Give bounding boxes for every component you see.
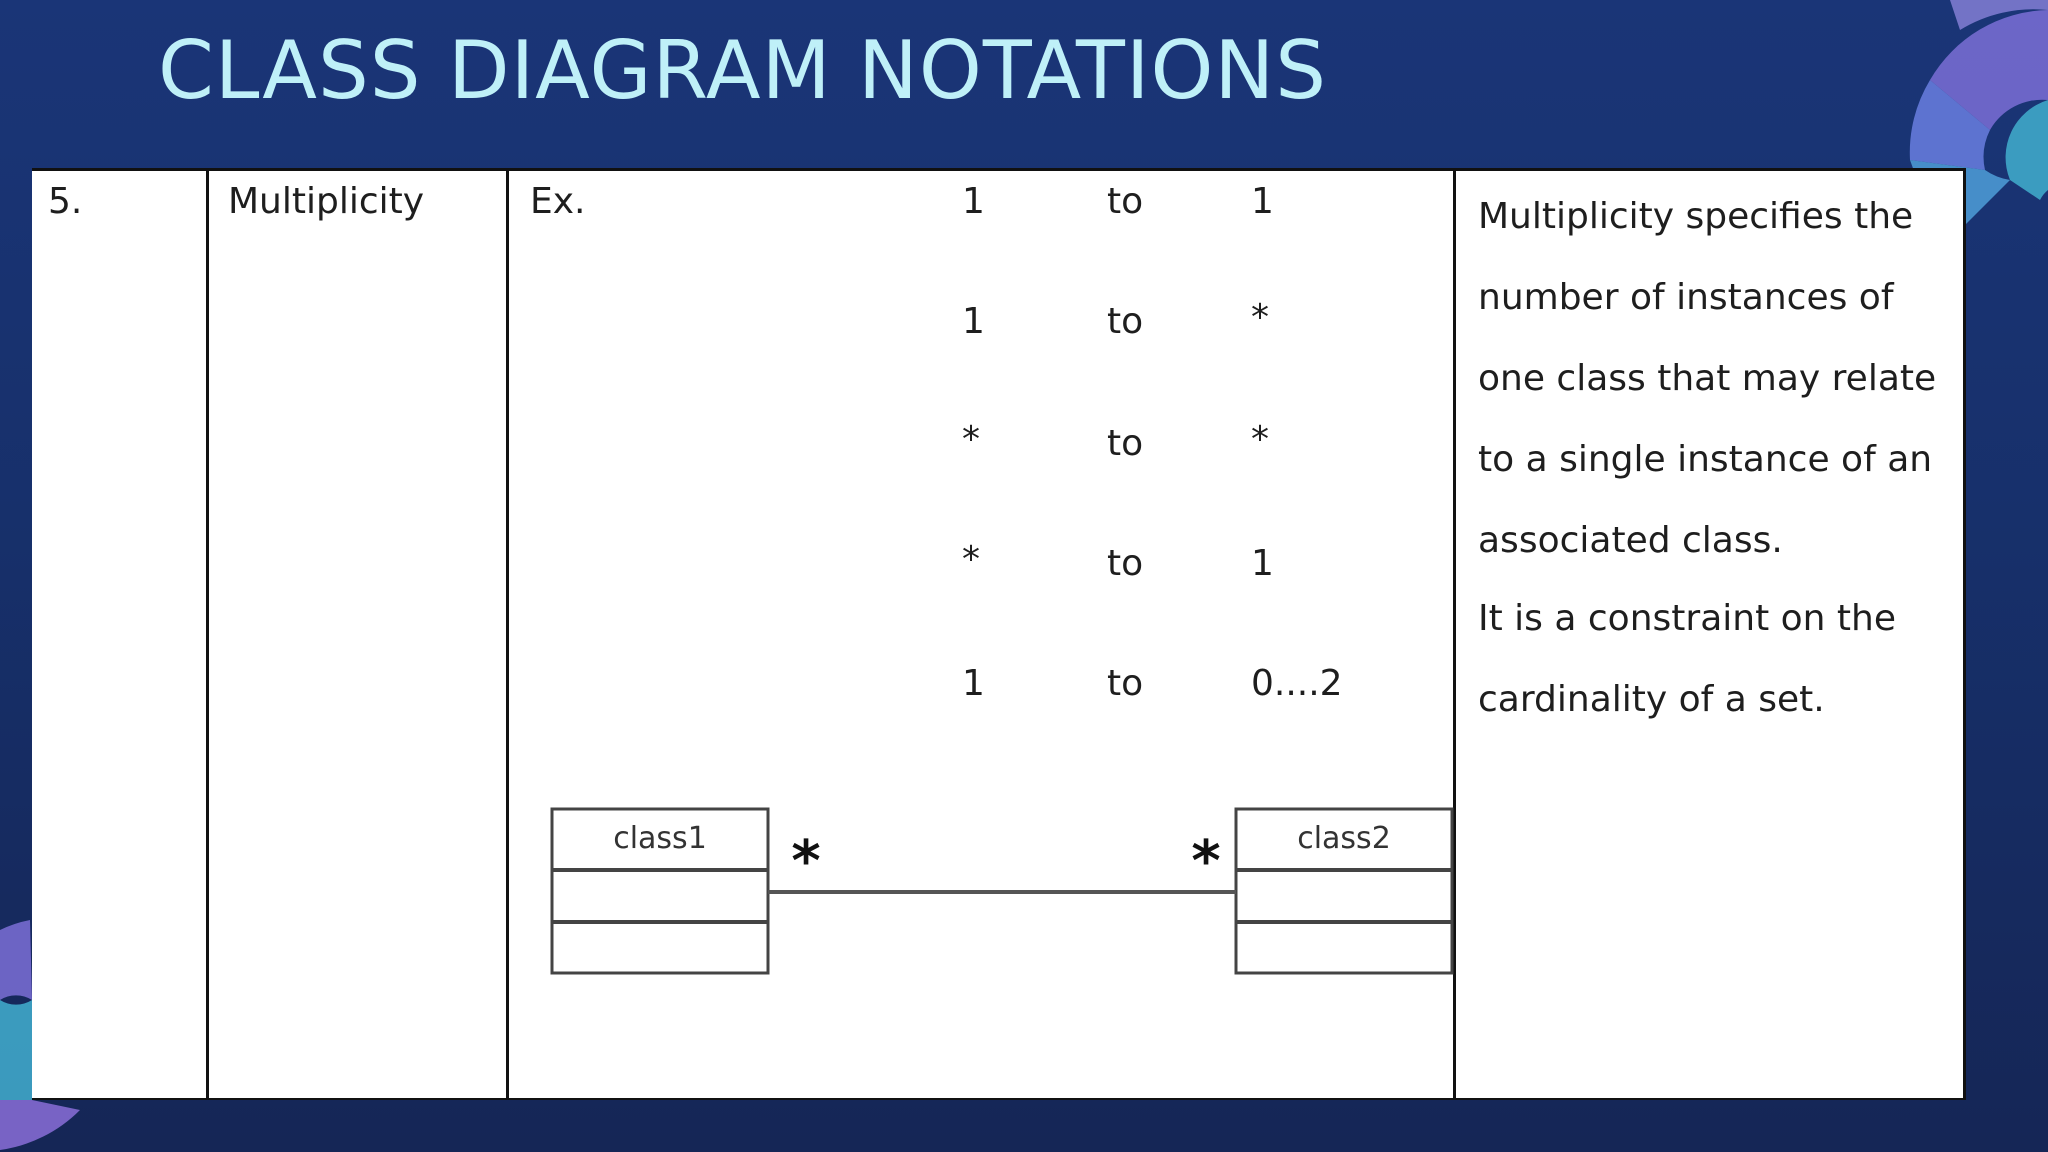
example-connector: to (1107, 301, 1144, 342)
example-connector: to (1107, 543, 1144, 584)
class1-name: class1 (613, 821, 707, 856)
uml-association-diagram (548, 800, 1458, 980)
description-line: Multiplicity specifies the (1478, 196, 1914, 237)
table-divider (506, 168, 509, 1100)
table-divider (1963, 168, 1966, 1100)
description-line: to a single instance of an (1478, 439, 1933, 480)
row-number: 5. (48, 181, 83, 222)
example-left-value: 1 (962, 301, 985, 342)
class2-box (1236, 809, 1452, 973)
class2-name: class2 (1297, 821, 1391, 856)
example-connector: to (1107, 423, 1144, 464)
example-left-value: 1 (962, 181, 985, 222)
example-left-value: 1 (962, 663, 985, 704)
class1-box (552, 809, 768, 973)
description (1478, 176, 1958, 740)
example-right-value: 1 (1251, 181, 1274, 222)
example-connector: to (1107, 181, 1144, 222)
notation-name: Multiplicity (228, 181, 425, 222)
description-line: cardinality of a set. (1478, 679, 1825, 720)
example-left-value: * (962, 419, 980, 460)
description-line: one class that may relate (1478, 358, 1937, 399)
right-multiplicity-label: * (1191, 829, 1221, 894)
example-label: Ex. (530, 181, 586, 222)
left-multiplicity-label: * (791, 829, 821, 894)
description-line: number of instances of (1478, 277, 1894, 318)
example-right-value: 1 (1251, 543, 1274, 584)
example-left-value: * (962, 539, 980, 580)
example-right-value: * (1251, 419, 1269, 460)
example-right-value: 0....2 (1251, 663, 1343, 704)
slide-title: CLASS DIAGRAM NOTATIONS (158, 24, 1328, 117)
description-line: It is a constraint on the (1478, 598, 1896, 639)
table-divider (206, 168, 209, 1100)
example-connector: to (1107, 663, 1144, 704)
example-right-value: * (1251, 297, 1269, 338)
description-line: associated class. (1478, 520, 1783, 561)
